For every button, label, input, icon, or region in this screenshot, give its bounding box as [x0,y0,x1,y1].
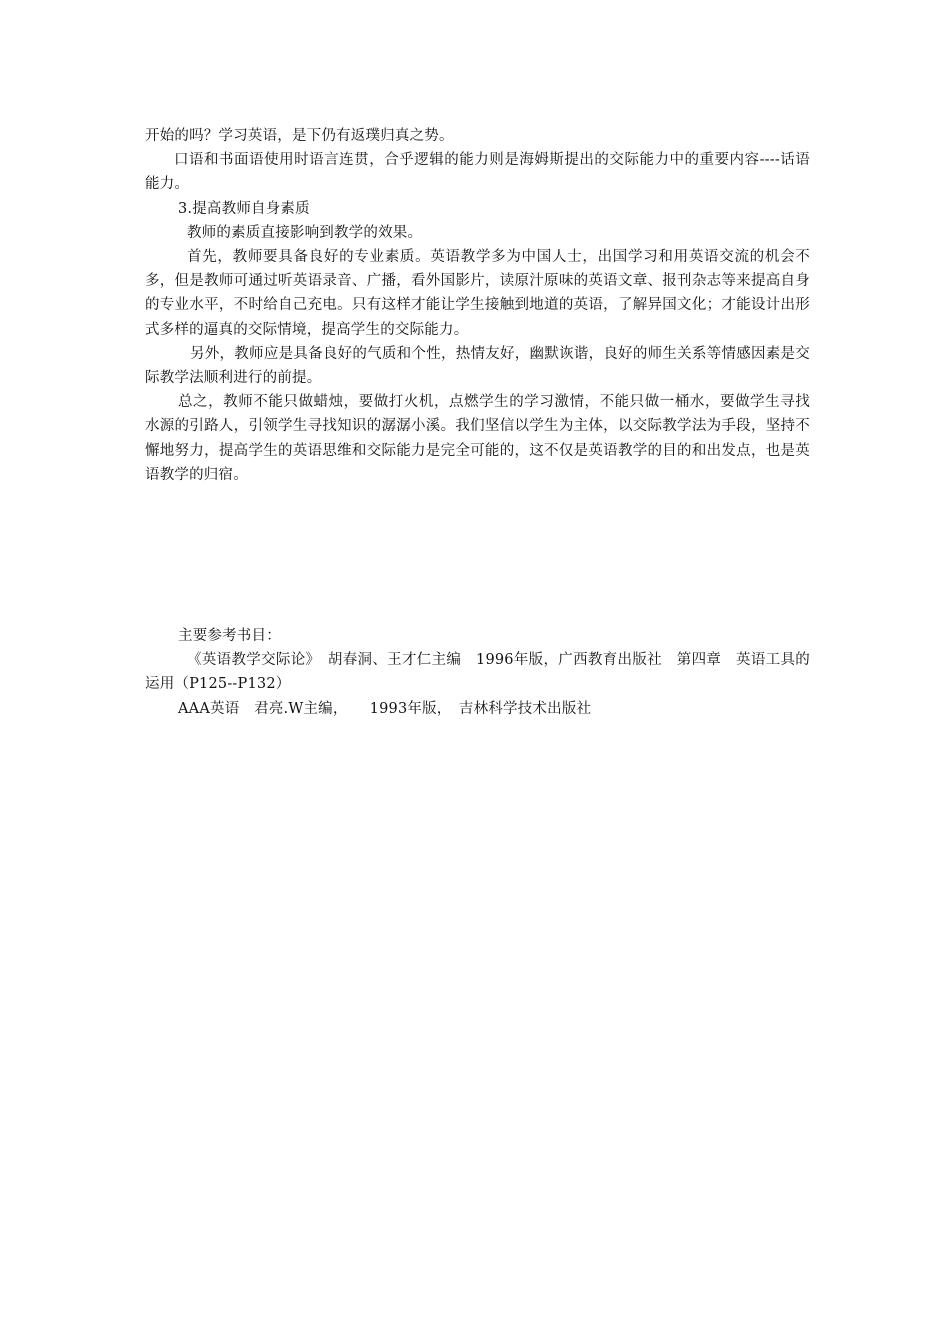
reference-item: AAA英语 君亮.W主编， 1993年版， 吉林科学技术出版社 [178,700,592,717]
paragraph-continuation: 开始的吗？学习英语，是下仍有返璞归真之势。 [145,128,454,144]
paragraph-professional-quality: 首先，教师要具备良好的专业素质。英语教学多为中国人士，出国学习和用英语交流的机会不多，但是教师可通过听英语录音、广播，看外国影片，读原汁原味的英语文章、报刊杂志等来提高自身的专业水平，不时给自己充电。只有这样才能让学生接触到地道的英语，了解异国文化；才能设计出形式多样的逼真的交际情境，提高学生的交际能力。 [145,249,810,338]
body-text [145,124,810,487]
reference-item: 《英语教学交际论》 胡春洞、王才仁主编 1996年版，广西教育出版社 第四章 英语工具的运用（P125--P132） [145,652,810,693]
references-section [145,624,810,721]
paragraph-discourse-competence: 口语和书面语使用时语言连贯，合乎逻辑的能力则是海姆斯提出的交际能力中的重要内容----话语能力。 [145,152,811,193]
references-heading: 主要参考书目： [178,628,281,644]
section-heading-teacher-quality: 3.提高教师自身素质 [178,200,310,217]
paragraph-teacher-quality-intro: 教师的素质直接影响到教学的效果。 [187,224,423,241]
paragraph-personality: 另外，教师应是具备良好的气质和个性，热情友好，幽默诙谐，良好的师生关系等情感因素是交际教学法顺利进行的前提。 [145,345,810,387]
paragraph-conclusion: 总之，教师不能只做蜡烛，要做打火机，点燃学生的学习激情，不能只做一桶水，要做学生寻找水源的引路人，引领学生寻找知识的潺潺小溪。我们坚信以学生为主体，以交际教学法为手段，坚持不懈地努力，提高学生的英语思维和交际能力是完全可能的，这不仅是英语教学的目的和出发点，也是英语教学的归宿。 [145,394,810,483]
